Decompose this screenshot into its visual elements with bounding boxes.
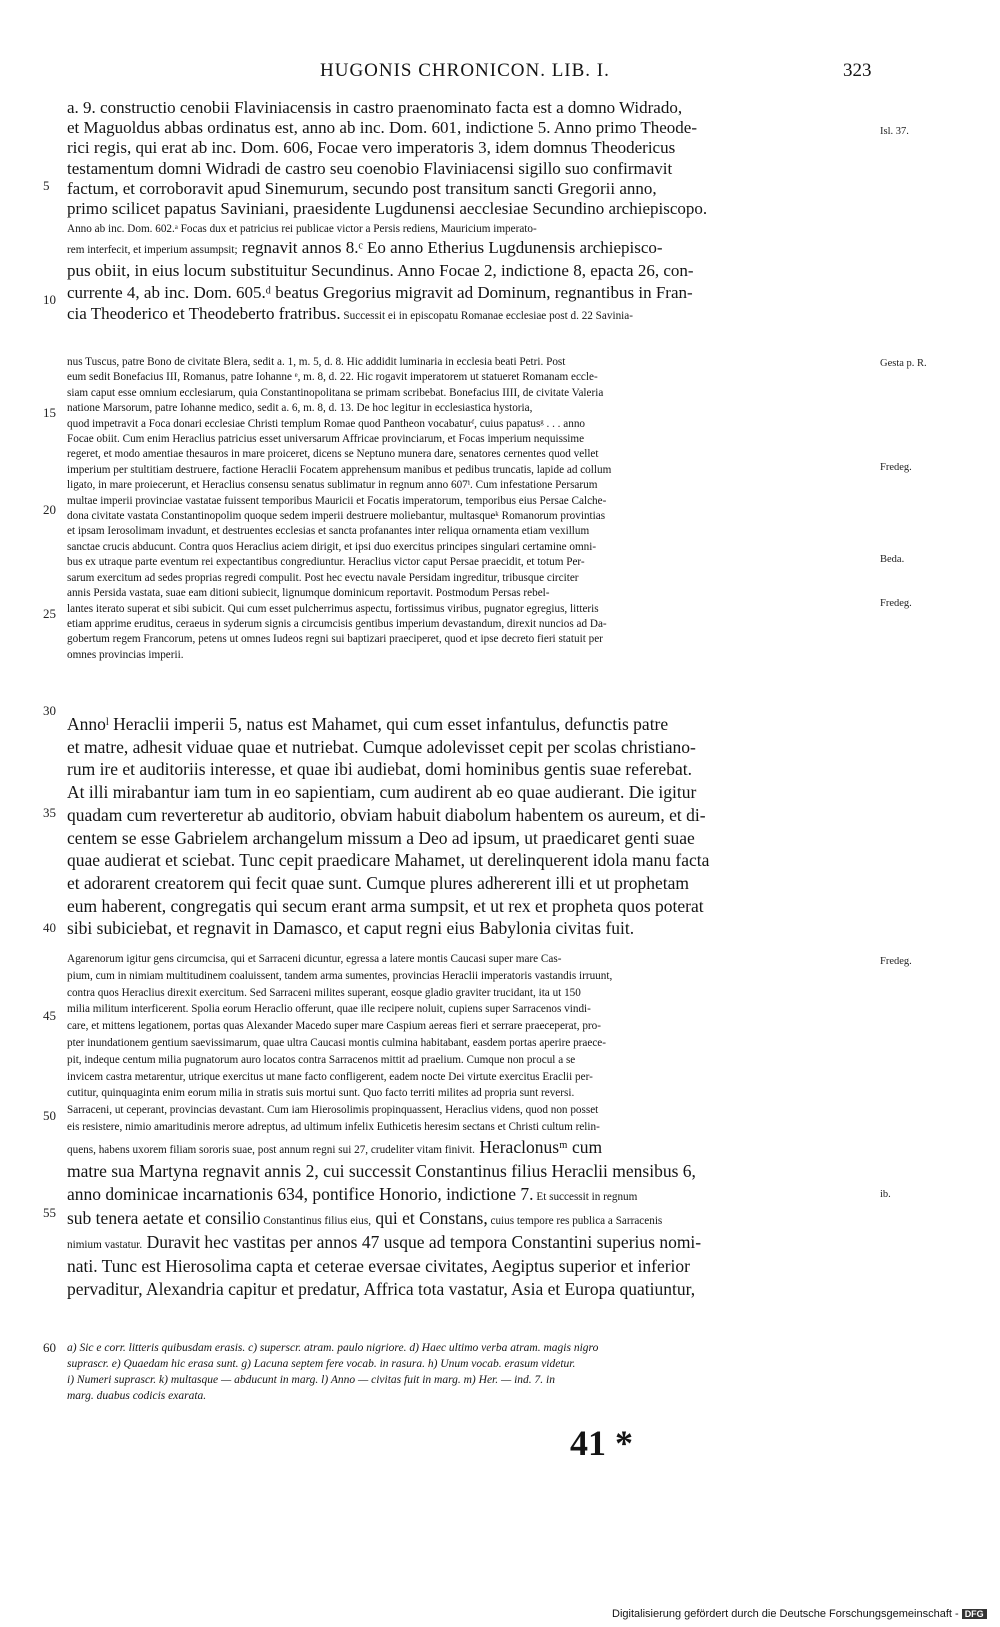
- text-line: nus Tuscus, patre Bono de civitate Blera, sedit a. 1, m. 5, d. 8. Hic addidit luminaria in ecclesia beati Petri. Post: [67, 356, 566, 368]
- paragraph-4: [67, 1160, 867, 1301]
- text-line: invicem castra metarentur, utrique exercitus ut mane facto confligerent, eadem nocte Dei virtute exercitus Eraclii per-: [67, 1070, 593, 1083]
- text-line: ligato, in mare proiecerunt, et Heraclius consensu senatus sublimatur in regnum anno 607ⁱ. Cum infestatione Persarum: [67, 479, 598, 492]
- text-line: rici regis, qui erat ab inc. Dom. 606, Focae vero imperatoris 3, idem domnus Theodericus: [67, 138, 676, 158]
- note-text: rem interfecit, et imperium assumpsit;: [67, 244, 238, 256]
- margin-note: Fredeg.: [880, 598, 912, 609]
- line-number: 5: [43, 178, 50, 193]
- text-line: quadam cum reverteretur ab auditorio, obviam habuit diabolum habentem os aureum, et di-: [67, 804, 706, 825]
- page-number: 323: [843, 60, 872, 81]
- mixed-line: [67, 1231, 867, 1255]
- note-line: Anno ab inc. Dom. 602.ᵃ Focas dux et patricius rei publicae victor a Persis rediens, Mauricium imperato-: [67, 223, 537, 235]
- paragraph-2: [67, 220, 867, 326]
- text-line: Focae obiit. Cum enim Heraclius patricius esset universarum Affricae provinciarum, et Focas imperium nequissime: [67, 433, 585, 446]
- line-number: 50: [43, 1108, 56, 1123]
- line-number: 55: [43, 1205, 56, 1220]
- text-line: testamentum domni Widradi de castro seu coenobio Flaviniacensi sigillo suo confirmavit: [67, 158, 673, 178]
- note-text: cuius tempore res publica a Sarracenis: [487, 1215, 663, 1227]
- text-line: centem se esse Gabrielem archangelum missum a Deo ad ipsum, ut praedicaret genti suae: [67, 827, 695, 848]
- text-line: eis resistere, nimio amaritudinis merore adreptus, ad ultimum infelix Euthicetis heresim sectans et Christi cultum relin-: [67, 1120, 600, 1133]
- text-line: annis Persida vastata, suae eam ditioni subiecit, lignumque dominicum reportavit. Postmodum Persas rebel-: [67, 587, 550, 600]
- text-line: bus ex utraque parte eventum rei expectantibus congrediuntur. Heraclius victor caput Persae praecidit, et totum Per-: [67, 556, 585, 569]
- text-line: i) Numeri suprascr. k) multasque — abducunt in marg. l) Anno — civitas fuit in marg. m) Her. — ind. 7. in: [67, 1374, 555, 1386]
- main-text: regnavit annos 8.ᶜ Eo anno Etherius Lugdunensis archiepisco-: [237, 238, 663, 257]
- main-text: sub tenera aetate et consilio: [67, 1208, 261, 1228]
- text-line: pit, indeque centum milia pugnatorum auro locatos contra Sarracenos mittit ad praelium. Cumque non procul a se: [67, 1053, 576, 1066]
- notes-block-2: [67, 951, 867, 1160]
- text-line: lantes iterato superat et sibi subicit. Qui cum esset pulcherrimus aspectu, fortissimus viribus, pugnator egregius, litteris: [67, 602, 599, 615]
- text-line: sarum exercitum ad sedes proprias regredi compulit. Post hec evectu navale Persidam ingreditur, tribusque circiter: [67, 571, 579, 584]
- note-text: nimium vastatur.: [67, 1239, 143, 1251]
- text-line: gobertum regem Francorum, petens ut omnes Iudeos regni sui baptizari praeciperet, quod et ipse decreto fieri statuit per: [67, 633, 603, 646]
- mixed-line: [67, 238, 867, 260]
- text-line: et matre, adhesit viduae quae et nutriebat. Cumque adolevisset cepit per scolas christiano-: [67, 736, 696, 757]
- text-line: At illi mirabantur iam tum in eo sapientiam, cum audirent ab eo quae audierant. Die igitur: [67, 782, 697, 803]
- line-number: 20: [43, 502, 56, 517]
- main-text: qui et Constans,: [371, 1208, 488, 1228]
- note-text: Et successit in regnum: [533, 1191, 638, 1203]
- text-line: rum ire et auditoriis interesse, et quae ibi audiebat, domi hominibus gentis suae referebat.: [67, 759, 692, 780]
- main-line: matre sua Martyna regnavit annis 2, cui successit Constantinus filius Heraclii mensibus 6,: [67, 1161, 696, 1181]
- text-line: sibi subiciebat, et regnavit in Damasco, et caput regni eius Babylonia civitas fuit.: [67, 918, 635, 939]
- main-text: cia Theoderico et Theodeberto fratribus.: [67, 304, 341, 323]
- text-line: quae audierat et sciebat. Tunc cepit praedicare Mahamet, ut derelinquerent idola manu facta: [67, 850, 710, 871]
- digitization-footer: [612, 1608, 987, 1620]
- text-line: care, et mittens legationem, portas quas Alexander Macedo super mare Caspium aereas fieri et serrare praeceperat, pro-: [67, 1020, 601, 1033]
- text-line: sanctae crucis abducunt. Contra quos Heraclius aciem dirigit, et ipsi duo exercitus principes singulari certamine omni-: [67, 540, 597, 553]
- text-line: contra quos Heraclius direxit exercitum. Sed Sarraceni milites superant, eosque gladio graviter trucidant, ita ut 150: [67, 986, 581, 999]
- line-number: 35: [43, 805, 56, 820]
- paragraph-1: [67, 98, 867, 219]
- text-line: nati. Tunc est Hierosolima capta et ceterae eversae civitates, Aegiptus superior et inferior: [67, 1256, 690, 1276]
- margin-note: Fredeg.: [880, 956, 912, 967]
- text-line: Agarenorum igitur gens circumcisa, qui et Sarraceni dicuntur, egressa a latere montis Caucasi super mare Cas-: [67, 953, 562, 965]
- running-header: [0, 60, 1000, 90]
- note-text: quens, habens uxorem filiam sororis suae, post annum regni sui 27, crudeliter vitam finivit.: [67, 1143, 475, 1156]
- margin-note: ib.: [880, 1189, 891, 1200]
- text-line: imperium per stultitiam destruere, factione Heraclii Focatem apprehensum manibus et pedibus truncatis, lapide ad collum: [67, 463, 612, 476]
- main-text: Duravit hec vastitas per annos 47 usque ad tempora Constantini superius nomi-: [142, 1232, 702, 1252]
- running-title: HUGONIS CHRONICON. LIB. I.: [320, 60, 610, 81]
- notes-block-1: [67, 355, 867, 663]
- paragraph-3: [67, 713, 867, 940]
- line-number: 10: [43, 292, 56, 307]
- text-line: eum sedit Bonefacius III, Romanus, patre Iohanne ᵉ, m. 8, d. 22. Hic rogavit imperatorem ut statueret Romanam eccle-: [67, 371, 598, 384]
- text-line: pium, cum in nimiam multitudinem coaluissent, tandem arma sumentes, provincias Heraclii imperatoris vastandis irruunt,: [67, 969, 613, 982]
- text-line: Sarraceni, ut ceperant, provincias devastant. Cum iam Hierosolimis propinquassent, Heraclius videns, quod non posset: [67, 1104, 599, 1117]
- mixed-line: [67, 1136, 867, 1160]
- margin-note: Beda.: [880, 554, 905, 565]
- line-number: 40: [43, 920, 56, 935]
- text-line: multae imperii provinciae vastatae fuissent temporibus Mauricii et Focatis imperatorum, temporibus eius Persae Calche-: [67, 494, 607, 507]
- line-number: 30: [43, 703, 56, 718]
- line-number: 15: [43, 405, 56, 420]
- text-line: quod impetravit a Foca donari ecclesiae Christi templum Romae quod Pantheon vocabaturᶠ, cuius papatusᵍ . . . anno: [67, 417, 586, 430]
- text-line: suprascr. e) Quaedam hic erasa sunt. g) Lacuna septem fere vocab. in rasura. h) Unum vocab. erasum videtur.: [67, 1358, 576, 1370]
- text-line: natione Marsorum, patre Iohanne medico, sedit a. 6, m. 8, d. 13. De hoc legitur in ecclesiastica hystoria,: [67, 402, 533, 415]
- main-text: anno dominicae incarnationis 634, pontifice Honorio, indictione 7.: [67, 1184, 534, 1204]
- line-number: 25: [43, 606, 56, 621]
- mixed-line: [67, 304, 867, 326]
- text-line: a. 9. constructio cenobii Flaviniacensis in castro praenominato facta est a domno Widrado,: [67, 98, 683, 117]
- line-number: 60: [43, 1340, 56, 1355]
- notes-block-2-lines: [67, 951, 867, 1136]
- footer-text: Digitalisierung gefördert durch die Deutsche Forschungsgemeinschaft -: [612, 1608, 959, 1620]
- text-line: regeret, et modo amentiae thesauros in mare proiceret, dicens se Neptuno munera dare, senatores cernentes quod vellet: [67, 448, 599, 461]
- text-line: eum haberent, congregatis qui secum erant arma sumpsit, et ut rex et propheta quos poterat: [67, 895, 704, 916]
- text-line: et Maguoldus abbas ordinatus est, anno ab inc. Dom. 601, indictione 5. Anno primo Theode-: [67, 118, 697, 138]
- text-line: dona civitate vastata Constantinopolim quoque sedem imperii destruere moliebantur, multasqueᵏ Romanorum provintias: [67, 510, 606, 523]
- text-line: a) Sic e corr. litteris quibusdam erasis. c) superscr. atram. paulo nigriore. d) Haec ultimo verba atram. magis nigro: [67, 1342, 599, 1354]
- dfg-logo: DFG: [962, 1609, 987, 1619]
- text-line: pter inundationem gentium saevissimarum, quae ultra Caucasi montis culmina habitabant, easdem portas aperire praece-: [67, 1036, 606, 1049]
- mixed-line: [67, 1183, 867, 1207]
- text-line: factum, et corroboravit apud Sinemurum, secundo post transitum sancti Gregorii anno,: [67, 178, 657, 198]
- footnotes: [67, 1340, 867, 1404]
- mixed-line: [67, 1207, 867, 1231]
- paragraph-4-rest: [67, 1255, 867, 1301]
- text-line: et adorarent creatorem qui fecit quae sunt. Cumque plures adhererent illi et ut prophetam: [67, 872, 689, 893]
- text-line: marg. duabus codicis exarata.: [67, 1390, 207, 1402]
- note-text: Constantinus filius eius,: [260, 1215, 372, 1227]
- paragraph-2-rest: [67, 260, 867, 304]
- main-text: Heraclonusᵐ cum: [474, 1136, 603, 1157]
- note-text: Successit ei in episcopatu Romanae ecclesiae post d. 22 Savinia-: [340, 310, 633, 322]
- margin-note: Fredeg.: [880, 462, 912, 473]
- text-line: cutitur, quinquaginta enim eorum milia in stratis suis mortui sunt. Quo facto territi milites ad propria sunt reversi.: [67, 1087, 575, 1100]
- text-line: pus obiit, in eius locum substituitur Secundinus. Anno Focae 2, indictione 8, epacta 26, con-: [67, 261, 694, 280]
- signature-mark: 41 *: [570, 1423, 633, 1463]
- text-line: siam caput esse omnium ecclesiarum, quia Constantinopolitana se primam scribebat. Bonefacius IIII, de civitate Valeria: [67, 386, 604, 399]
- text-line: pervaditur, Alexandria capitur et predatur, Affrica tota vastatur, Asia et Europa quatiuntur,: [67, 1279, 696, 1299]
- text-line: currente 4, ab inc. Dom. 605.ᵈ beatus Gregorius migravit ad Dominum, regnantibus in Fran-: [67, 283, 693, 302]
- text-line: omnes provincias imperii.: [67, 648, 184, 661]
- margin-note: Gesta p. R.: [880, 358, 927, 369]
- text-line: milia militum interficerent. Spolia eorum Heraclio offerunt, quae ille recipere noluit, cupiens super Sarracenos vindi-: [67, 1003, 591, 1016]
- text-line: Annoˡ Heraclii imperii 5, natus est Mahamet, qui cum esset infantulus, defunctis patre: [67, 714, 669, 734]
- text-line: primo scilicet papatus Saviniani, praesidente Lugdunensi aecclesiae Secundino archiepiscopo.: [67, 199, 708, 219]
- margin-note: Isl. 37.: [880, 126, 909, 137]
- text-line: et ipsam Ierosolimam invadunt, et destruentes ecclesias et sancta profanantes inter reliqua ornamenta etiam vexillum: [67, 525, 590, 538]
- text-line: etiam apprime eruditus, ceraeus in syderum signis a circumcisis gentibus imperium devastandum, direxit nuncios ad Da-: [67, 617, 607, 630]
- line-number: 45: [43, 1008, 56, 1023]
